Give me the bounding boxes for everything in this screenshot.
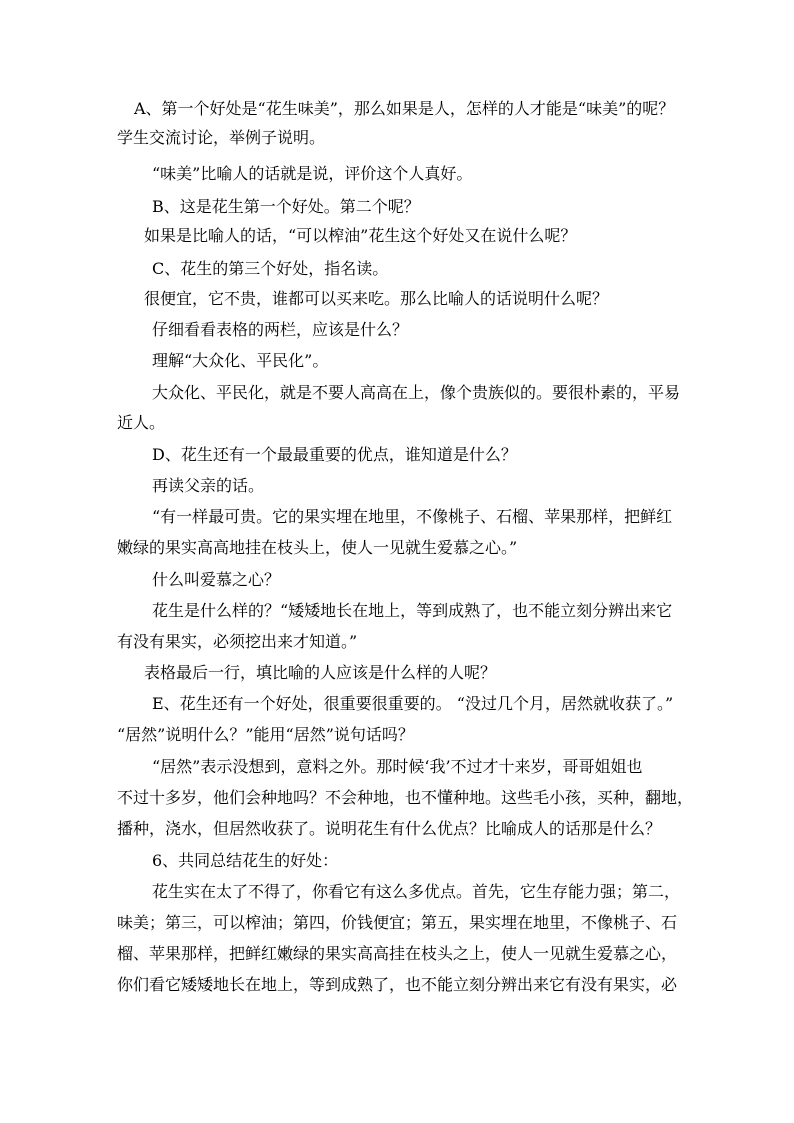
text-line: “有一样最可贵。它的果实埋在地里，不像桃子、石榴、苹果那样，把鲜红 <box>152 507 673 526</box>
text-line: 学生交流讨论，举例子说明。 <box>117 128 326 147</box>
text-line: “居然”表示没想到，意料之外。那时候‘我’不过才十来岁，哥哥姐姐也 <box>152 757 643 776</box>
text-line: 理解“大众化、平民化”。 <box>152 351 329 370</box>
text-line: 近人。 <box>117 413 166 432</box>
text-line: E、花生还有一个好处，很重要很重要的。 “没过几个月，居然就收获了。” <box>152 694 674 713</box>
text-line: 有没有果实，必须挖出来才知道。” <box>117 632 358 651</box>
text-line: C、花生的第三个好处，指名读。 <box>152 259 389 278</box>
text-line: 什么叫爱慕之心？ <box>152 570 281 589</box>
text-line: 味美；第三，可以榨油；第四，价钱便宜；第五，果实埋在地里，不像桃子、石 <box>117 913 678 932</box>
text-line: 榴、苹果那样，把鲜红嫩绿的果实高高挂在枝头之上，使人一见就生爱慕之心， <box>117 944 678 963</box>
text-line: D、花生还有一个最最重要的优点，谁知道是什么？ <box>152 445 517 464</box>
text-line: 表格最后一行，填比喻的人应该是什么样的人呢？ <box>144 663 497 682</box>
text-line: 花生实在太了不得了，你看它有这么多优点。首先，它生存能力强；第二， <box>152 882 681 901</box>
text-line: 嫩绿的果实高高地挂在枝头上，使人一见就生爱慕之心。” <box>117 538 518 557</box>
text-line: 播种，浇水，但居然收获了。说明花生有什么优点？比喻成人的话那是什么？ <box>117 819 662 838</box>
text-line: 仔细看看表格的两栏，应该是什么？ <box>152 320 409 339</box>
text-line: 很便宜，它不贵，谁都可以买来吃。那么比喻人的话说明什么呢？ <box>144 289 609 308</box>
text-line: “味美”比喻人的话就是说，评价这个人真好。 <box>152 164 473 183</box>
text-line: 不过十多岁，他们会种地吗？不会种地，也不懂种地。这些毛小孩，买种，翻地， <box>117 788 694 807</box>
text-line: 如果是比喻人的话，“可以榨油”花生这个好处又在说什么呢？ <box>144 226 577 245</box>
text-line: 再读父亲的话。 <box>152 476 265 495</box>
text-line: 大众化、平民化，就是不要人高高在上，像个贵族似的。要很朴素的，平易 <box>152 383 681 402</box>
text-line: B、这是花生第一个好处。第二个呢？ <box>152 197 420 216</box>
text-line: “居然”说明什么？”能用“居然”说句话吗？ <box>117 725 414 744</box>
text-line: 6、共同总结花生的好处： <box>152 851 339 870</box>
text-line: A、第一个好处是“花生味美”，那么如果是人，怎样的人才能是“味美”的呢？ <box>134 99 675 118</box>
text-line: 花生是什么样的？“矮矮地长在地上，等到成熟了，也不能立刻分辨出来它 <box>152 601 673 620</box>
text-line: 你们看它矮矮地长在地上，等到成熟了，也不能立刻分辨出来它有没有果实，必 <box>117 975 678 994</box>
